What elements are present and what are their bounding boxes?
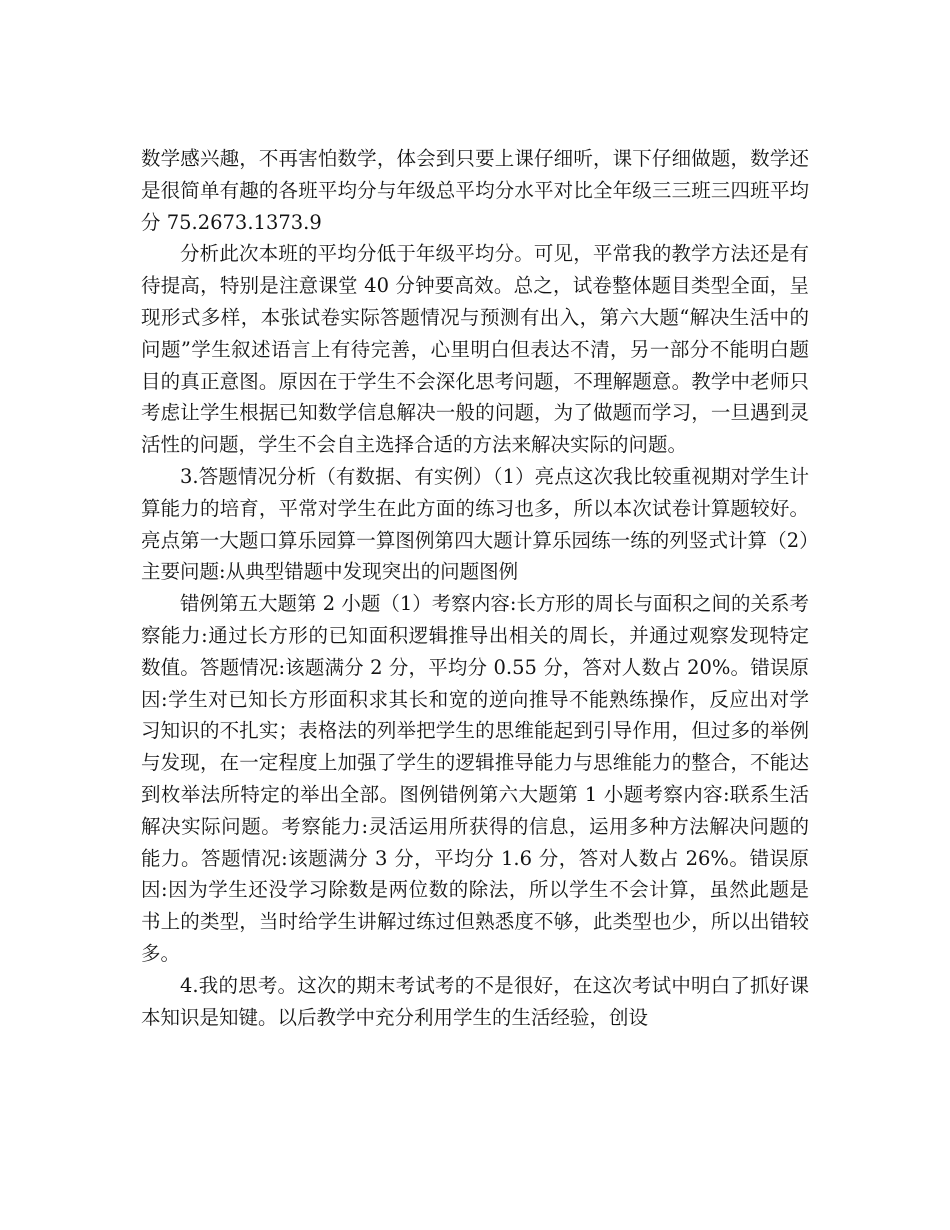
paragraph-continuation: 数学感兴趣，不再害怕数学，体会到只要上课仔细听，课下仔细做题，数学还是很简单有趣的各班平均分与年级总平均分水平对比全年级三三班三四班平均分 75.2673.1373.9 (141, 147, 809, 234)
paragraph-error-examples: 错例第五大题第 2 小题（1）考察内容:长方形的周长与面积之间的关系考察能力:通过长方形的已知面积逻辑推导出相关的周长，并通过观察发现特定数值。答题情况:该题满分 2 分，平均分 0.55 分，答对人数占 20%。错误原因:学生对已知长方形面积求其长和宽的逆向推导不能熟练操作，反应出对学习知识的不扎实；表格法的列举把学生的思维能起到引导作用，但过多的举例与发现，在一定程度上加强了学生的逻辑推导能力与思维能力的整合，不能达到枚举法所特定的举出全部。图例错例第六大题第 1 小题考察内容:联系生活解决实际问题。考察能力:灵活运用所获得的信息，运用多种方法解决问题的能力。答题情况:该题满分 3 分，平均分 1.6 分，答对人数占 26%。错误原因:因为学生还没学习除数是两位数的除法，所以学生不会计算，虽然此题是书上的类型，当时给学生讲解过练过但熟悉度不够，此类型也少，所以出错较多。 (141, 592, 809, 965)
paragraph-reflection: 4.我的思考。这次的期末考试考的不是很好，在这次考试中明白了抓好课本知识是知键。以后教学中充分利用学生的生活经验，创设 (141, 973, 809, 1029)
document-body (141, 143, 809, 1033)
paragraph-analysis: 分析此次本班的平均分低于年级平均分。可见，平常我的教学方法还是有待提高，特别是注意课堂 40 分钟要高效。总之，试卷整体题目类型全面，呈现形式多样，本张试卷实际答题情况与预测有出入，第六大题“解决生活中的问题”学生叙述语言上有待完善，心里明白但表达不清，另一部分不能明白题目的真正意图。原因在于学生不会深化思考问题，不理解题意。教学中老师只考虑让学生根据已知数学信息解决一般的问题，为了做题而学习，一旦遇到灵活性的问题，学生不会自主选择合适的方法来解决实际的问题。 (141, 242, 809, 457)
paragraph-answer-analysis: 3.答题情况分析（有数据、有实例）（1）亮点这次我比较重视期对学生计算能力的培育，平常对学生在此方面的练习也多，所以本次试卷计算题较好。亮点第一大题口算乐园算一算图例第四大题计算乐园练一练的列竖式计算（2）主要问题:从典型错题中发现突出的问题图例 (141, 464, 809, 584)
